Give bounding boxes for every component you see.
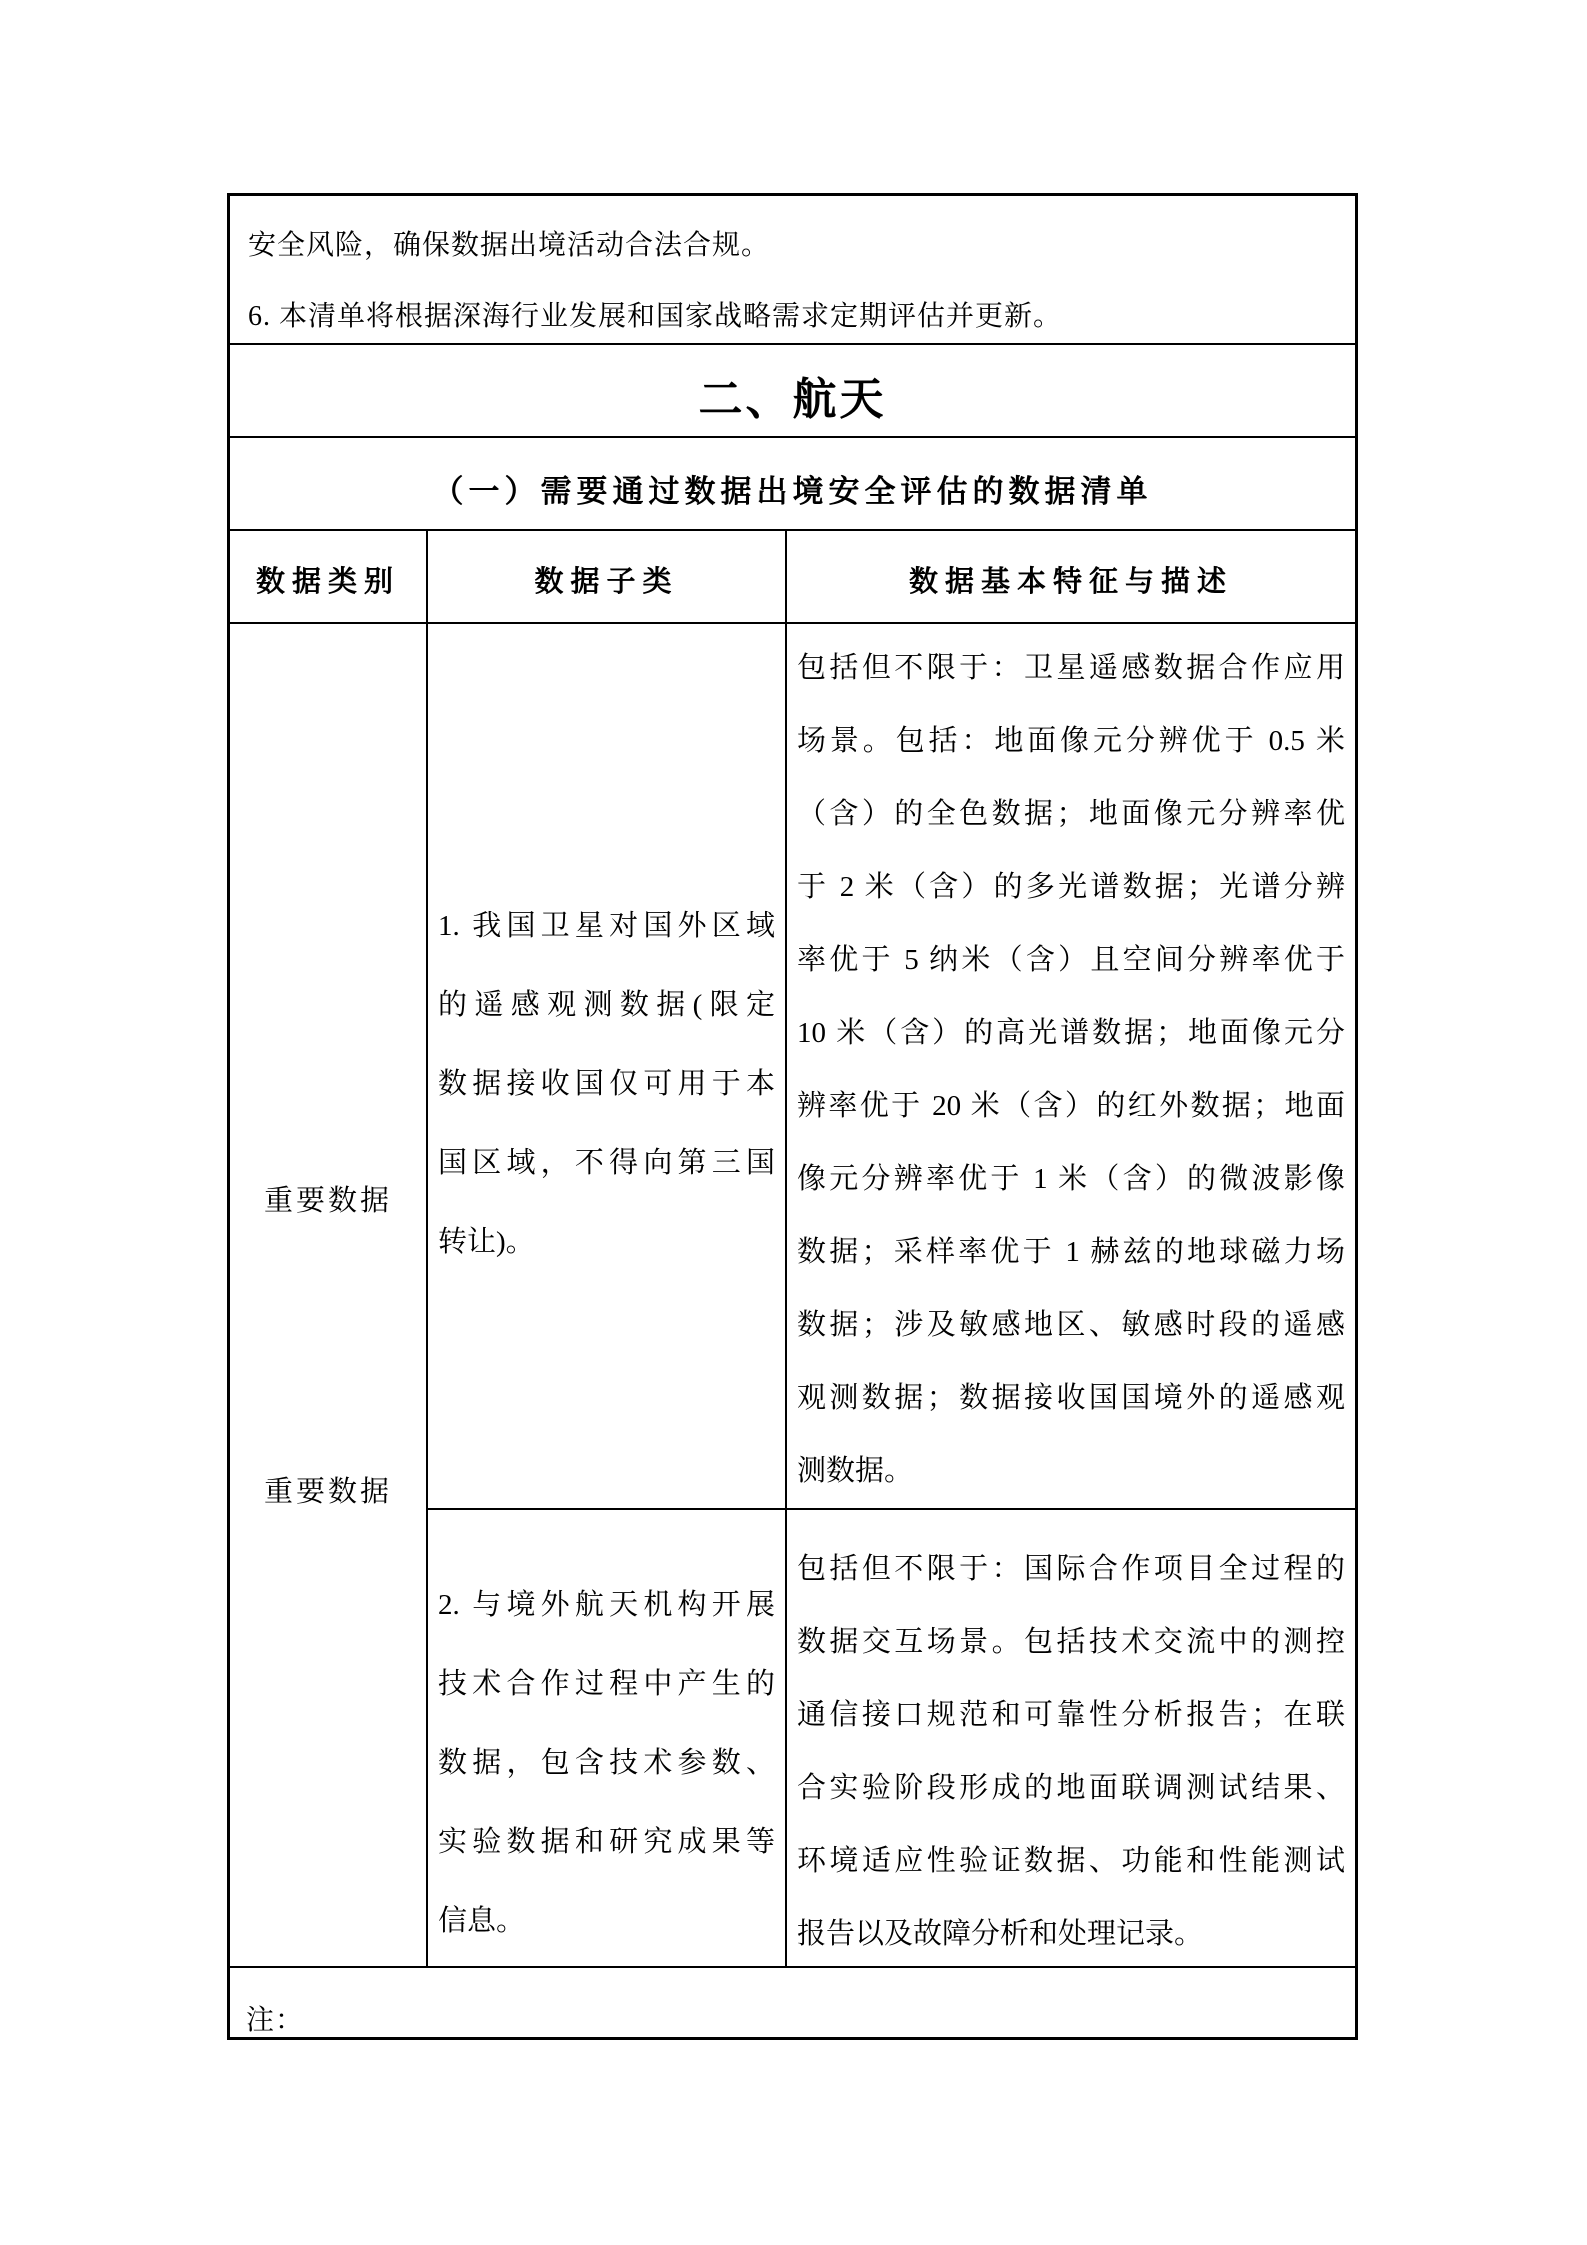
subsection-heading: （一）需要通过数据出境安全评估的数据清单 — [230, 438, 1355, 531]
data-export-table — [227, 193, 1358, 2040]
table-header-row — [230, 531, 1355, 624]
note-line-1: 安全风险，确保数据出境活动合法合规。 — [248, 230, 771, 261]
section-heading: 二、航天 — [230, 345, 1355, 438]
footer-note: 注： — [246, 2005, 305, 2036]
subcategory-cell: 1. 我国卫星对国外区域 的遥感观测数据(限定 数据接收国仅可用于本 国区域，不得向第三国 转让)。 — [428, 624, 787, 1508]
table-body — [230, 624, 1355, 1968]
column-header-description: 数据基本特征与描述 — [908, 565, 1233, 598]
carryover-notes — [230, 196, 1355, 345]
note-line-2: 6. 本清单将根据深海行业发展和国家战略需求定期评估并更新。 — [248, 301, 1063, 332]
subcategory-cell: 2. 与境外航天机构开展 技术合作过程中产生的 数据，包含技术参数、 实验数据和研究成果等 信息。 — [428, 1510, 787, 1968]
table-row — [428, 1510, 1355, 1968]
description-cell: 包括但不限于：国际合作项目全过程的 数据交互场景。包括技术交流中的测控 通信接口规范和可靠性分析报告；在联 合实验阶段形成的地面联调测试结果、 环境适应性验证数据、功能和性能测试 报告以及故障分析和处理记录。 — [797, 1553, 1345, 1950]
table-body-right — [428, 624, 1355, 1966]
table-row — [428, 624, 1355, 1510]
category-label: 重要数据 — [263, 1476, 392, 1508]
column-header-subcategory: 数据子类 — [428, 531, 787, 622]
category-cell-merged — [230, 624, 428, 1966]
description-cell: 包括但不限于：卫星遥感数据合作应用 场景。包括：地面像元分辨优于 0.5 米 （含）的全色数据；地面像元分辨率优 于 2 米（含）的多光谱数据；光谱分辨 率优于 5 纳米（含）且空间分辨率优于 10 米（含）的高光谱数据；地面像元分 辨率优于 20 米（含）的红外数据；地面 像元分辨率优于 1 米（含）的微波影像 数据；采样率优于 1 赫兹的地球磁力场 数据；涉及敏感地区、敏感时段的遥感 观测数据；数据接收国国境外的遥感观 测数据。 — [797, 652, 1345, 1487]
category-label: 重要数据 — [263, 1185, 392, 1217]
column-header-category: 数据类别 — [230, 531, 428, 622]
